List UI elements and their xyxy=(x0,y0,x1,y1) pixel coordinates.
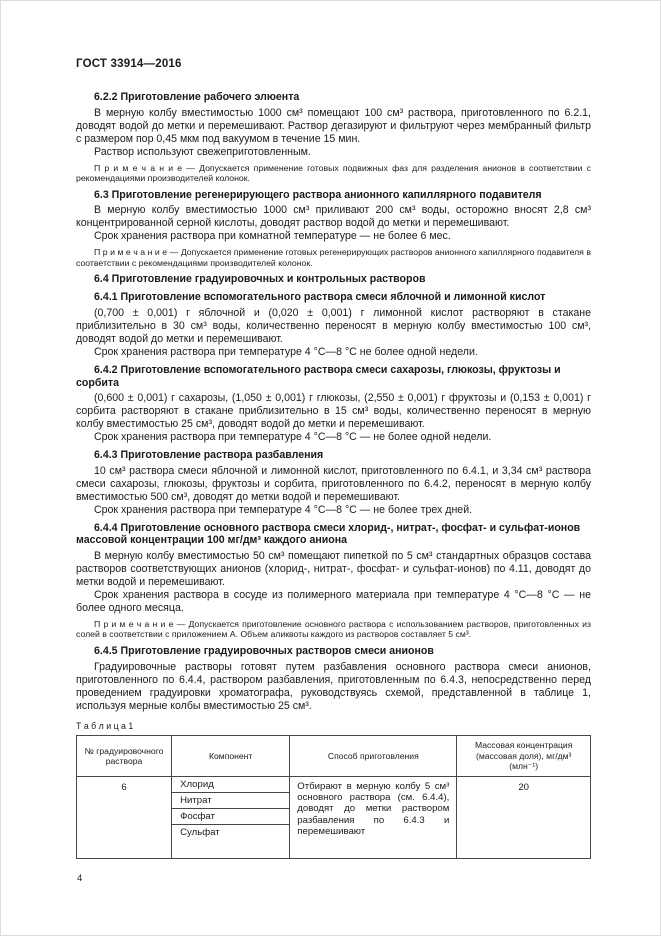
doc-header: ГОСТ 33914—2016 xyxy=(76,58,182,70)
component-chloride: Хлорид xyxy=(172,777,289,793)
para-storage-6-4-1: Срок хранения раствора при температуре 4 °С—8 °С не более одной недели. xyxy=(94,345,478,358)
cell-method: Отбирают в мерную колбу 5 см³ основного раствора (см. 6.4.4), доводят до метки раствором разбавления по 6.4.3 и перемешивают xyxy=(290,776,457,858)
cell-concentration: 20 xyxy=(457,776,591,858)
note-mobile-phases: П р и м е ч а н и е — Допускается применение готовых подвижных фаз для разделения анионов в соответствии с рекомендациями производителей колонок. xyxy=(76,162,591,184)
para-stock-prep: В мерную колбу вместимостью 50 см³ помещают пипеткой по 5 см³ стандартных образцов состава растворов соответствующих анионов (хлорид-, нитрат-, фосфат- и сульфат-ионов) по 4.11, доводят до метки водой и перемешивают. xyxy=(76,550,591,589)
table-header-row xyxy=(77,736,591,776)
component-phosphate: Фосфат xyxy=(172,809,289,825)
para-storage-6-4-4: Срок хранения раствора в сосуде из полимерного материала при температуре 4 °С—8 °С — не более одного месяца. xyxy=(76,589,591,614)
para-acids-prep: (0,700 ± 0,001) г яблочной и (0,020 ± 0,001) г лимонной кислот растворяют в стакане приблизительно в 30 см³ воды, количественно переносят в мерную колбу вместимостью 100 см³, доводят водой до метки и перемешивают. xyxy=(76,306,591,345)
heading-6-4-1: 6.4.1 Приготовление вспомогательного раствора смеси яблочной и лимонной кислот xyxy=(94,291,546,304)
para-eluent-prep: В мерную колбу вместимостью 1000 см³ помещают 100 см³ раствора, приготовленного по 6.2.1, доводят водой до метки и перемешивают. Раствор дегазируют и фильтруют через мембранный фильтр с размером пор 0,45 мкм под вакуумом в течение 15 мин. xyxy=(76,106,591,145)
heading-6-4: 6.4 Приготовление градуировочных и контрольных растворов xyxy=(94,273,426,286)
component-nitrate: Нитрат xyxy=(172,793,289,809)
heading-6-2-2: 6.2.2 Приготовление рабочего элюента xyxy=(94,91,300,103)
page-number: 4 xyxy=(77,873,83,884)
para-storage-6-4-2: Срок хранения раствора при температуре 4 °С—8 °С — не более одной недели. xyxy=(94,431,492,444)
note-stock-salts: П р и м е ч а н и е — Допускается приготовление основного раствора с использованием растворов, приготовленных из солей в соответствии с приложением А. Объем аликвоты каждого из растворов составляет 5 см³. xyxy=(76,618,591,640)
para-regen-prep: В мерную колбу вместимостью 1000 см³ приливают 200 см³ воды, осторожно вносят 2,8 см³ концентрированной серной кислоты, доводят раствор водой до метки и перемешивают. xyxy=(76,204,591,230)
table-row xyxy=(77,776,591,858)
para-storage-room-temp: Срок хранения раствора при комнатной температуре — не более 6 мес. xyxy=(94,230,451,243)
cell-components xyxy=(172,776,290,858)
col-header-component: Компонент xyxy=(172,736,290,776)
para-calibration-prep: Градуировочные растворы готовят путем разбавления основного раствора смеси анионов, приготовленного по 6.4.4, раствором разбавления, приготовленным по 6.4.3, непосредственно перед проведением градуировки хроматографа, руководствуясь схемой, представленной в таблице 1, используя мерные колбы вместимостью 25 см³. xyxy=(76,660,591,712)
document-content xyxy=(76,91,591,859)
para-dilution-prep: 10 см³ раствора смеси яблочной и лимонной кислот, приготовленного по 6.4.1, и 3,34 см³ раствора смеси сахарозы, глюкозы, фруктозы и сорбита, приготовленного по 6.4.2, переносят в мерную колбу вместимостью 500 см³, доводят до метки водой и перемешивают. xyxy=(76,464,591,503)
col-header-method: Способ приготовления xyxy=(290,736,457,776)
para-sugars-prep: (0,600 ± 0,001) г сахарозы, (1,050 ± 0,001) г глюкозы, (2,550 ± 0,001) г фруктозы и (0,153 ± 0,001) г сорбита растворяют в стакане приблизительно в 15 см³ воды, количественно переносят в мерную колбу вместимостью 25 см³, доводят водой до метки и перемешивают. xyxy=(76,392,591,431)
heading-6-4-2: 6.4.2 Приготовление вспомогательного раствора смеси сахарозы, глюкозы, фруктозы и сорбита xyxy=(76,363,561,389)
heading-6-4-3: 6.4.3 Приготовление раствора разбавления xyxy=(94,449,324,462)
component-sulfate: Сульфат xyxy=(180,826,220,838)
heading-6-4-5: 6.4.5 Приготовление градуировочных растворов смеси анионов xyxy=(94,644,434,657)
para-fresh-solution: Раствор используют свежеприготовленным. xyxy=(94,145,311,158)
table-caption: Т а б л и ц а 1 xyxy=(76,721,134,732)
cell-solution-number: 6 xyxy=(77,776,172,858)
table-1 xyxy=(76,735,591,858)
col-header-concentration: Массовая концентрация (массовая доля), мг/дм³ (млн⁻¹) xyxy=(457,736,591,776)
col-header-solution-number: № градуировочного раствора xyxy=(77,736,172,776)
para-storage-6-4-3: Срок хранения раствора при температуре 4 °С—8 °С — не более трех дней. xyxy=(94,503,473,516)
note-regen-solutions: П р и м е ч а н и е — Допускается применение готовых регенерирующих растворов анионного капиллярного подавителя в соответствии с рекомендациями производителей колонок. xyxy=(76,247,591,268)
heading-6-4-4: 6.4.4 Приготовление основного раствора смеси хлорид-, нитрат-, фосфат- и сульфат-ионов массовой концентрации 100 мг/дм³ каждого аниона xyxy=(76,521,581,547)
heading-6-3: 6.3 Приготовление регенерирующего раствора анионного капиллярного подавителя xyxy=(94,188,542,201)
